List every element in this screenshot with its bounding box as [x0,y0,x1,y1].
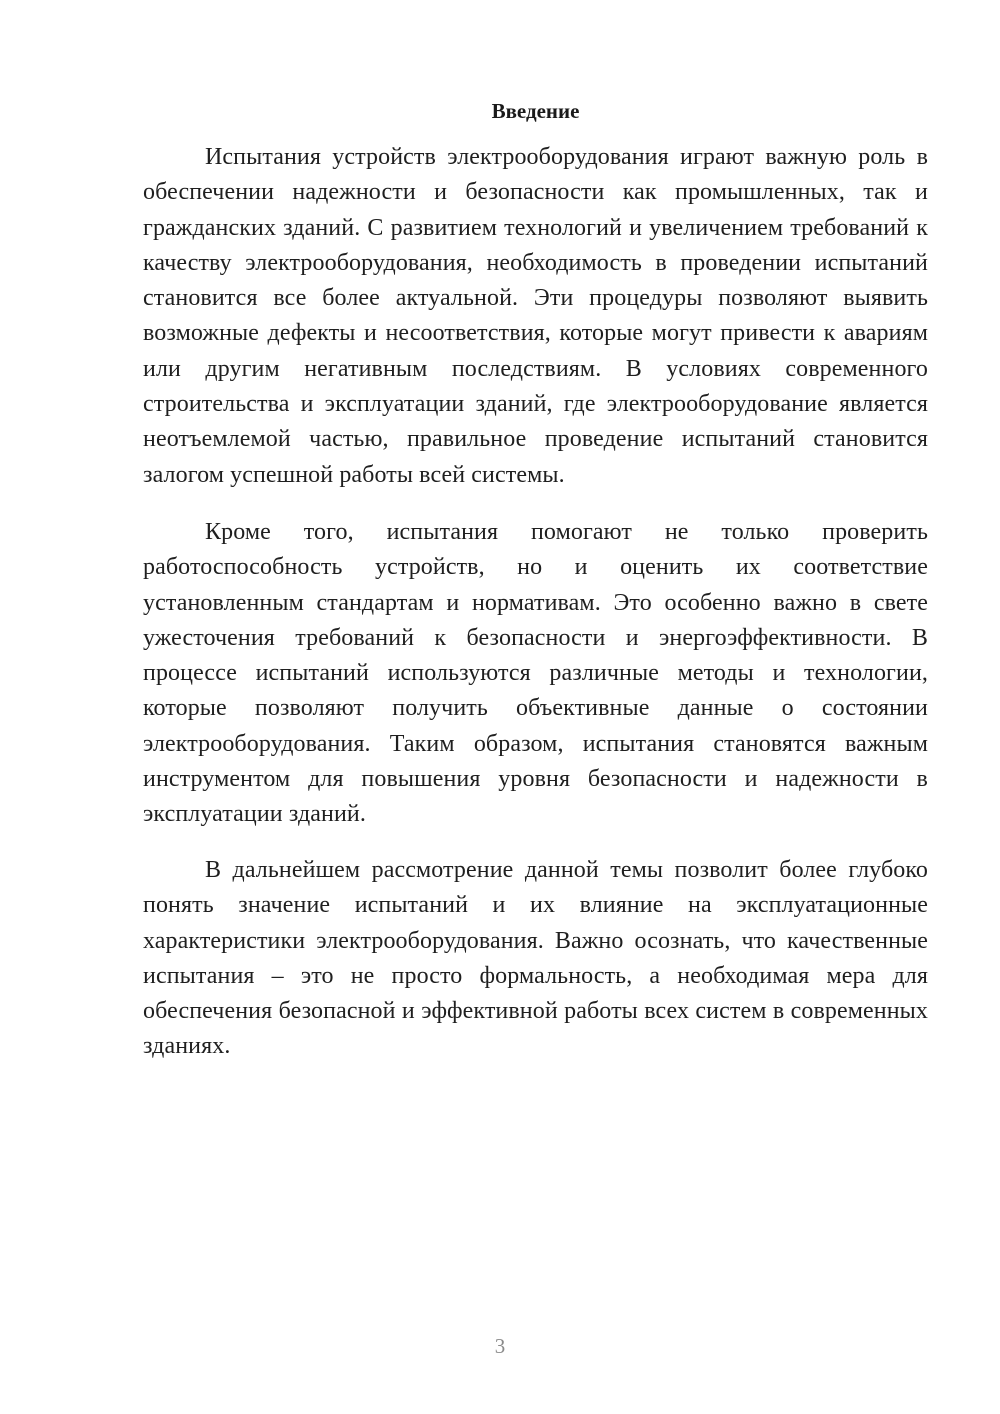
page-number: 3 [494,1334,506,1358]
section-heading: Введение [491,99,580,123]
paragraph-third: В дальнейшем рассмотрение данной темы позволит более глубоко понять значение испытаний и их влияние на эксплуатационные характеристики электрооборудования. Важно осознать, что качественные испытания – это не просто формальность, а необходимая мера для обеспечения безопасной и эффективной работы всех систем в современных зданиях. [143,857,928,1060]
paragraph-intro: Испытания устройств электрооборудования играют важную роль в обеспечении надежности и безопасности как промышленных, так и гражданских зданий. С развитием технологий и увеличением требований к качеству электрооборудования, необходимость в проведении испытаний становится все более актуальной. Эти процедуры позволяют выявить возможные дефекты и несоответствия, которые могут привести к авариям или другим негативным последствиям. В условиях современного строительства и эксплуатации зданий, где электрооборудование является неотъемлемой частью, правильное проведение испытаний становится залогом успешной работы всей системы. [143,144,928,488]
paragraph-second: Кроме того, испытания помогают не только проверить работоспособность устройств, но и оценить их соответствие установленным стандартам и нормативам. Это особенно важно в свете ужесточения требований к безопасности и энергоэффективности. В процессе испытаний используются различные методы и технологии, которые позволяют получить объективные данные о состоянии электрооборудования. Таким образом, испытания становятся важным инструментом для повышения уровня безопасности и надежности в эксплуатации зданий. [143,519,928,828]
